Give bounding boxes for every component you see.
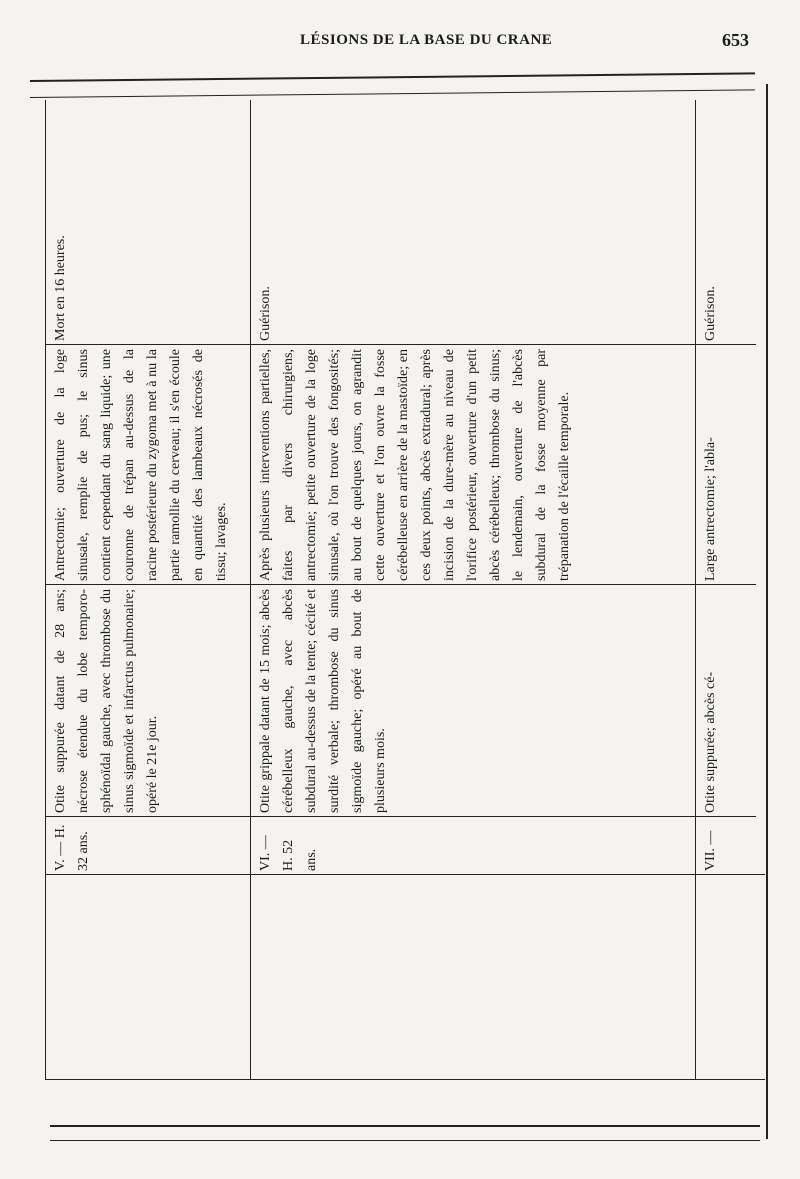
treatment-cell: Large antrectomie; l'abla- <box>703 437 718 581</box>
case-column-border <box>45 874 765 875</box>
case-cell: VII. — <box>703 830 718 871</box>
history-cell: Otite grippale datant de 15 mois; abcès cérébelleux gauche, avec abcès subdural au-dessus de la tente; cécité et surdité verbale; thrombose du sinus sigmoïde gauche; opéré au bout de plusieurs mois. <box>258 589 388 813</box>
case-cell: V. — H. 32 ans. <box>53 824 91 871</box>
table-row <box>45 100 250 1080</box>
page-number: 653 <box>722 30 749 50</box>
treatment-cell: Antrectomie; ouverture de la loge sinusale, remplie de pus; le sinus contient cependant du sang liquide; une couronne de trépan au-dessus de la racine postérieure du zygoma met à nu la partie ramollie du cerveau; il s'en écoule en quantité des lambeaux nécrosés de tissu; lavages. <box>53 349 229 581</box>
case-cell: VI. — H. 52 ans. <box>258 835 319 871</box>
history-cell: Otite suppurée; abcès cé- <box>703 671 718 813</box>
table-bottom-rule <box>50 1125 760 1127</box>
table-top-rule <box>30 72 755 82</box>
case-table <box>45 100 765 1080</box>
running-title: LÉSIONS DE LA BASE DU CRANE <box>300 32 553 48</box>
history-cell: Otite suppurée datant de 28 ans; nécrose étendue du lobe temporo-sphénoïdal gauche, avec thrombose du sinus sigmoïde et infarctus pulmonaire; opéré le 21e jour. <box>53 589 160 813</box>
table-left-border <box>45 1079 765 1080</box>
column-divider <box>46 344 251 345</box>
table-row <box>250 100 695 1080</box>
table-row <box>695 100 755 1080</box>
result-cell: Guérison. <box>258 286 273 341</box>
table-bottom-rule-inner <box>50 1140 760 1141</box>
treatment-cell: Après plusieurs interventions partielles, faites par divers chirurgiens, antrectomie; petite ouverture de la loge sinusale, où l'on trouve des fongosités; au bout de quelques jours, on agrandit cette ouverture et l'on ouvre la fosse cérébelleuse en arrière de la mastoïde; en ces deux points, abcès extradural; après incision de la dure-mère au niveau de l'orifice postérieur, ouverture d'un petit abcès cérébelleux; thrombose du sinus; le lendemain, ouverture de l'abcès subdural de la fosse moyenne par trépanation de l'écaille temporale. <box>258 349 572 581</box>
table-top-rule-inner <box>30 89 755 98</box>
result-cell: Guérison. <box>703 286 718 341</box>
column-divider <box>251 344 696 345</box>
table-right-rule <box>766 84 768 1139</box>
result-cell: Mort en 16 heures. <box>53 235 68 341</box>
